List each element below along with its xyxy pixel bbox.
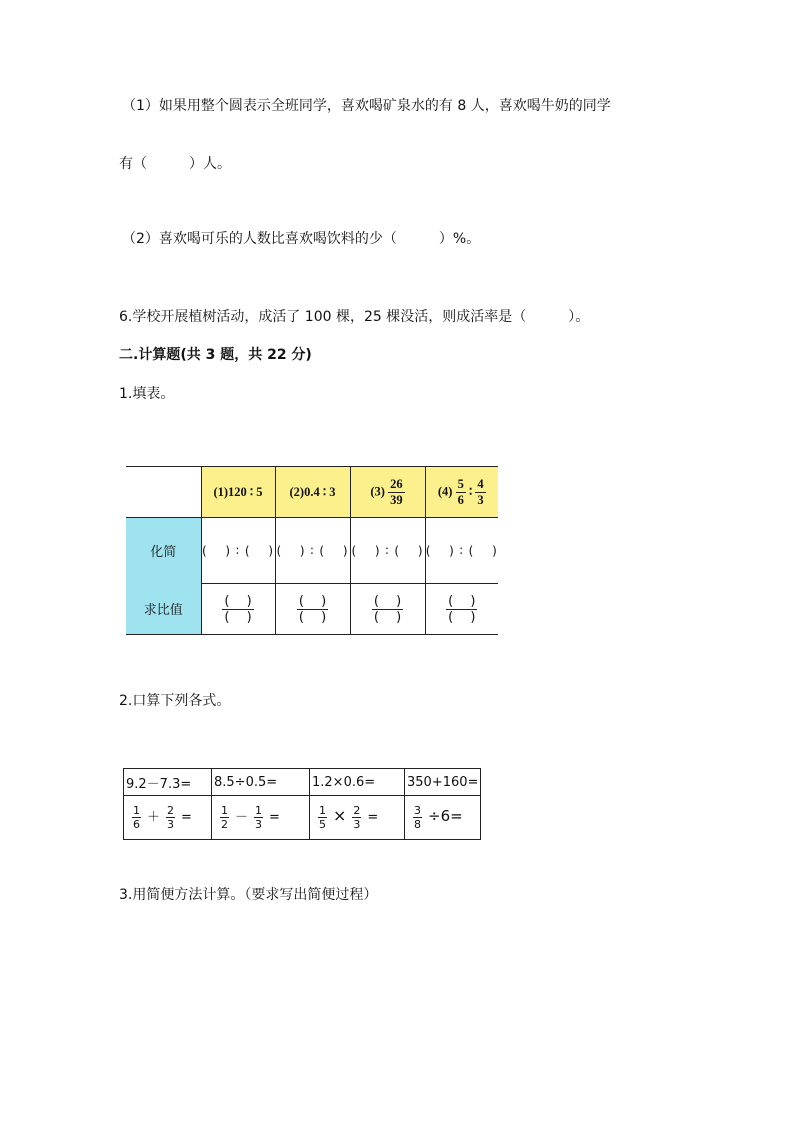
fraction-numerator: 1 [221,804,228,817]
header-ratio-3 [350,467,425,518]
header-ratio-4-fraction-b [475,477,485,508]
section-title: 二.计算题(共 3 题，共 22 分) [119,347,312,363]
operator: × [333,806,347,825]
value-blank-fraction [222,594,253,625]
fraction-denominator: 8 [414,818,421,831]
simplify-cell-2 [275,518,350,584]
fraction [132,804,141,831]
header-ratio-4 [425,467,498,518]
fraction-denominator: 2 [221,818,228,831]
header-ratio-1 [201,467,275,518]
blank-denominator: ( ) [298,609,327,625]
value-blank-fraction [297,594,328,625]
question-2-title: 2.口算下列各式。 [119,693,231,709]
ratio-blank: ( ) ∶ ( ) [276,544,349,558]
fraction-denominator: 5 [319,818,326,831]
blank-numerator: ( ) [224,593,252,609]
blank-numerator: ( ) [298,593,327,609]
value-cell-4 [425,584,498,635]
fraction [220,804,229,831]
blank-denominator: ( ) [448,609,476,625]
header-ratio-3-prefix: (3) [370,483,385,498]
value-cell-3 [350,584,425,635]
value-cell-2 [275,584,350,635]
equals-sign: = [181,810,192,825]
fraction-numerator: 26 [390,476,403,491]
q5-part2: （2）喜欢喝可乐的人数比喜欢喝饮料的少（ ）%。 [122,231,481,247]
header-ratio-1-text: (1)120 ∶ 5 [213,485,263,499]
fraction-numerator: 1 [255,804,263,817]
fraction-denominator: 3 [353,818,361,831]
fraction-numerator: 4 [477,476,484,491]
fraction-numerator: 2 [167,804,175,817]
fraction-problem-cell [212,796,310,840]
blank-denominator: ( ) [373,609,402,625]
problem-cell: 350+160= [405,769,481,796]
operator: ＋ [147,810,161,825]
ratio-blank: ( ) ∶ ( ) [351,544,424,558]
fraction-denominator: 39 [390,492,403,507]
value-blank-fraction [372,594,403,625]
ratio-blank: ( ) ∶ ( ) [201,544,275,558]
blank-numerator: ( ) [448,593,476,609]
fraction-denominator: 6 [133,818,140,831]
operator: － [235,810,249,825]
fraction-numerator: 2 [353,804,361,817]
fraction [413,804,422,831]
fraction [166,804,175,831]
fraction [318,804,327,831]
equals-sign: = [269,810,280,825]
row-label-simplify: 化简 [126,518,201,584]
simplify-cell-4 [425,518,498,584]
fraction-denominator: 3 [477,492,484,507]
fraction-problem-cell [310,796,405,840]
mental-math-table [123,768,481,840]
blank-numerator: ( ) [373,593,402,609]
header-ratio-4-prefix: (4) [437,483,453,498]
ratio-separator: ∶ [468,483,473,498]
divide-expression: ÷6= [428,807,463,825]
problem-cell: 8.5÷0.5= [212,769,310,796]
fraction [352,804,361,831]
header-ratio-2-text: (2)0.4 ∶ 3 [289,485,336,499]
ratio-blank: ( ) ∶ ( ) [425,544,498,558]
fraction-numerator: 5 [457,476,464,491]
corner-cell [126,467,201,518]
q5-part1-line1: （1）如果用整个圆表示全班同学，喜欢喝矿泉水的有 8 人，喜欢喝牛奶的同学 [122,98,611,114]
question-1-title: 1.填表。 [119,386,175,402]
problem-cell: 9.2－7.3= [124,769,212,796]
fraction-numerator: 1 [133,804,140,817]
q6-text: 6.学校开展植树活动，成活了 100 棵，25 棵没活，则成活率是（ ）。 [119,309,590,325]
problem-cell: 1.2×0.6= [310,769,405,796]
fraction-numerator: 3 [414,804,421,817]
fraction-problem-cell [124,796,212,840]
ratio-table [126,466,498,635]
fraction-denominator: 6 [457,492,464,507]
equals-sign: = [367,810,379,825]
simplify-cell-1 [201,518,275,584]
blank-denominator: ( ) [224,609,252,625]
value-cell-1 [201,584,275,635]
fraction-denominator: 3 [255,818,263,831]
header-ratio-4-fraction-a [456,477,466,508]
fraction-numerator: 1 [319,804,326,817]
q5-part1-line2: 有（ ）人。 [119,156,231,172]
fraction-denominator: 3 [167,818,175,831]
row-label-ratio-value: 求比值 [126,584,201,635]
value-blank-fraction [446,594,477,625]
header-ratio-3-fraction [388,477,405,508]
question-3-title: 3.用简便方法计算。（要求写出简便过程） [119,887,378,903]
fraction [254,804,263,831]
header-ratio-2 [275,467,350,518]
simplify-cell-3 [350,518,425,584]
fraction-problem-cell [405,796,481,840]
